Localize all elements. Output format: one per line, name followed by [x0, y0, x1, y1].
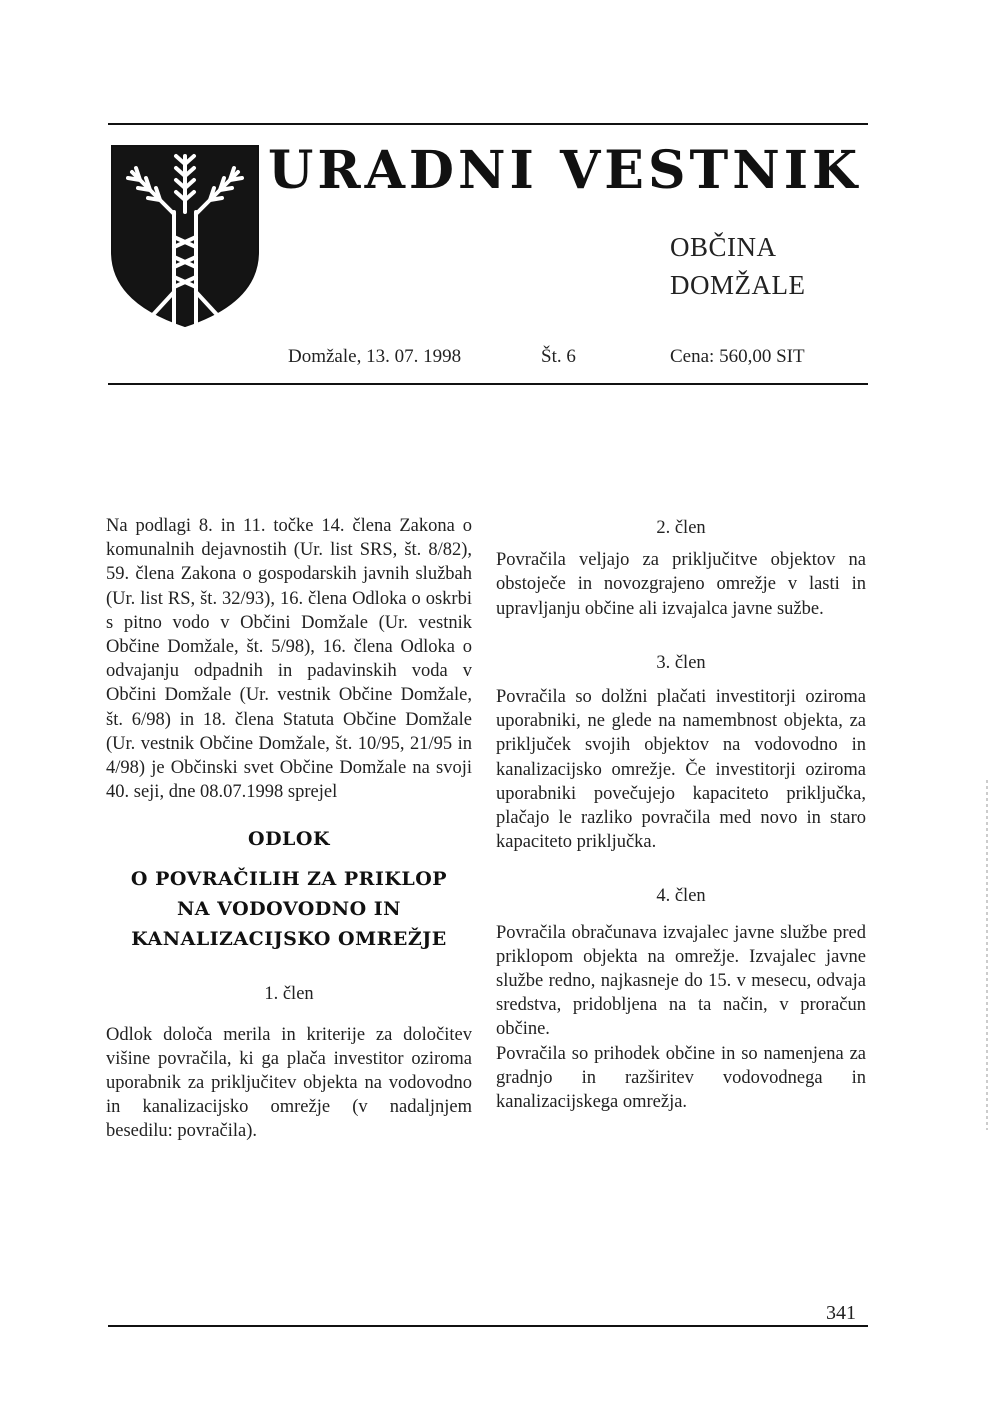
article-3-heading: 3. člen: [656, 652, 706, 673]
top-rule: [108, 123, 868, 125]
article-1-heading: 1. člen: [264, 984, 314, 1005]
article-1-text: Odlok določa merila in kriterije za določitev višine povračila, ki ga plača investitor oziroma uporabnik za priključitev objekta na vodovodno in kanalizacijsko omrežje (v nadaljnjem besedilu: povračila).: [106, 1024, 472, 1142]
decree-title-2: O POVRAČILIH ZA PRIKLOP: [130, 868, 448, 891]
issue-date: Domžale, 13. 07. 1998: [288, 346, 462, 367]
article-3-text: Povračila so dolžni plačati investitorji oziroma uporabniki, ne glede na namembnost objekta, za priključek svojih objektov na vodovodno in kanalizacijsko omrežje. Če investitorji oziroma uporabniki povečujejo kapaciteto priključka, plačajo le razliko povračila med novo in staro kapaciteto priključka.: [496, 687, 866, 853]
issue-number: Št. 6: [541, 346, 576, 367]
article-2-text: Povračila veljajo za priključitve objektov na obstoječe in novozgrajeno omrežje v lasti in upravljanju občine ali izvajalca javne sužbe.: [496, 550, 866, 619]
article-2-heading: 2. člen: [656, 518, 706, 538]
footer-rule: [108, 1325, 868, 1327]
article-4-text-1: Povračila obračunava izvajalec javne službe pred priklopom objekta na omrežje. Izvajalec javne službe redno, najkasneje do 15. v mesecu, odvaja sredstva, pridobljena na ta način, v proračun občine.: [496, 922, 866, 1040]
scan-margin-noise: [986, 780, 988, 1130]
preamble-text: Na podlagi 8. in 11. točke 14. člena Zakona o komunalnih dejavnostih (Ur. list SRS, št. 8/82), 59. člena Zakona o gospodarskih javnih službah (Ur. list RS, št. 32/93), 16. člena Odloka o oskrbi s pitno vodo v Občini Domžale (Ur. vestnik Občine Domžale, št. 5/98), 16. člena Odloka o odvajanju odpadnih in padavinskih voda v Občini Domžale (Ur. vestnik Občine Domžale, št. 6/98) in 18. člena Statuta Občine Domžale (Ur. vestnik Občine Domžale, št. 10/95, 21/95 in 4/98) je Občinski svet Občine Domžale na svoji 40. seji, dne 08.07.1998 sprejel: [106, 516, 472, 803]
issue-price: Cena: 560,00 SIT: [670, 346, 805, 367]
right-column: [496, 516, 866, 1114]
decree-title-4: KANALIZACIJSKO OMREŽJE: [131, 928, 447, 951]
decree-title-3: NA VODOVODNO IN: [176, 898, 402, 921]
left-column: [106, 514, 472, 1144]
article-4-heading: 4. člen: [656, 886, 706, 907]
municipality-line-1: OBČINA: [670, 232, 777, 262]
decree-title-1: ODLOK: [248, 828, 330, 851]
municipality-line-2: DOMŽALE: [670, 270, 806, 300]
publication-title: URADNI VESTNIK: [268, 140, 862, 201]
article-4-text-2: Povračila so prihodek občine in so namenjena za gradnjo in razširitev vodovodnega in kanalizacijskega omrežja.: [496, 1043, 866, 1113]
wheat-crest-icon: [110, 142, 260, 328]
page-number: 341: [826, 1302, 856, 1324]
header-bottom-rule: [108, 383, 868, 385]
